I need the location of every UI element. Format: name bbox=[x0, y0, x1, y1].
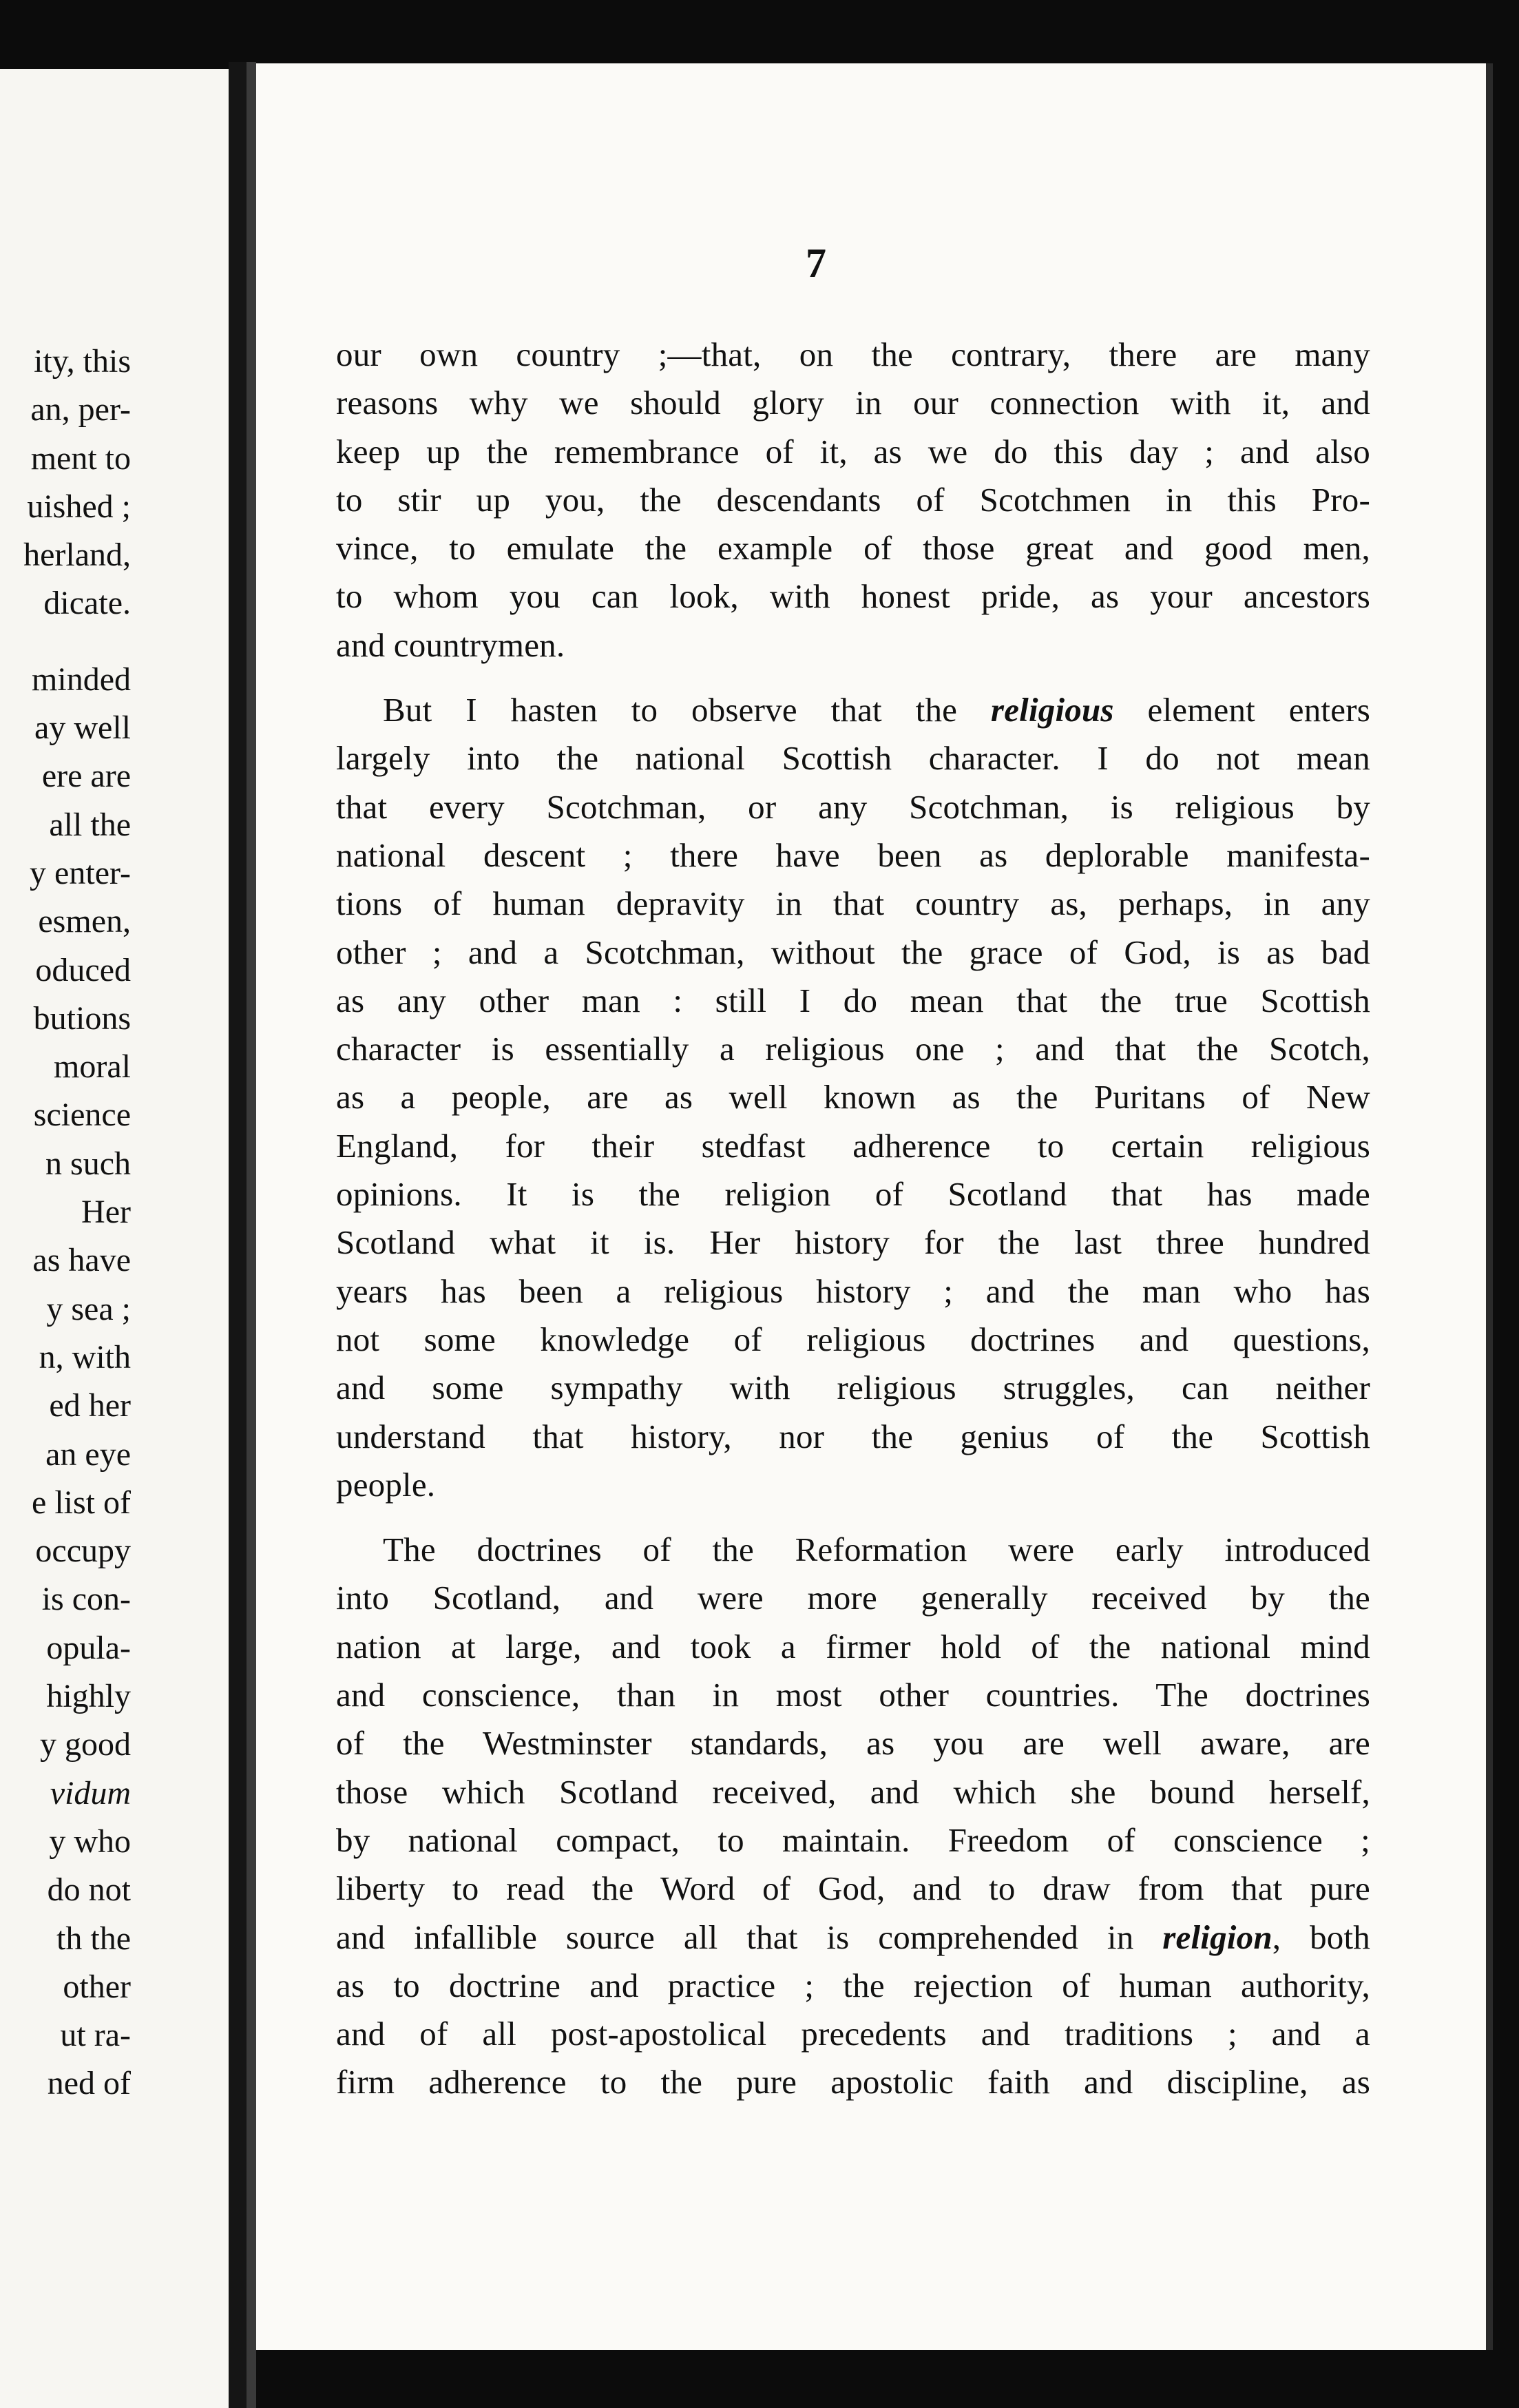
text-line: firm adherence to the pure apostolic faith and discipline, as bbox=[336, 2063, 1370, 2101]
page-edge bbox=[1486, 63, 1493, 2350]
previous-page-line: ut ra- bbox=[60, 2017, 131, 2054]
previous-page-line: moral bbox=[54, 1048, 131, 1086]
previous-page-line: occupy bbox=[35, 1533, 131, 1570]
body-text bbox=[336, 331, 1370, 2124]
previous-page-line: do not bbox=[47, 1871, 131, 1909]
previous-page-line: n such bbox=[45, 1145, 131, 1182]
text-line: to stir up you, the descendants of Scotchmen in this Pro- bbox=[336, 480, 1370, 519]
previous-page-line: vidum bbox=[50, 1774, 131, 1812]
previous-page-line: ed her bbox=[49, 1387, 131, 1424]
text-line: as to doctrine and practice ; the rejection of human authority, bbox=[336, 1966, 1370, 2004]
text-line: nation at large, and took a firmer hold of the national mind bbox=[336, 1627, 1370, 1665]
text-line: of the Westminster standards, as you are well aware, are bbox=[336, 1724, 1370, 1763]
text-line: character is essentially a religious one ; and that the Scotch, bbox=[336, 1030, 1370, 1068]
text-line: years has been a religious history ; and the man who has bbox=[336, 1272, 1370, 1310]
book-gutter bbox=[247, 62, 256, 2408]
text-line: England, for their stedfast adherence to certain religious bbox=[336, 1126, 1370, 1165]
previous-page-line: as have bbox=[32, 1242, 131, 1279]
text-line: The doctrines of the Reformation were early introduced bbox=[383, 1530, 1370, 1569]
text-line: and some sympathy with religious struggles, can neither bbox=[336, 1369, 1370, 1407]
text-line: largely into the national Scottish character. I do not mean bbox=[336, 739, 1370, 778]
page-number: 7 bbox=[806, 240, 826, 286]
text-line: our own country ;—that, on the contrary, there are many bbox=[336, 335, 1370, 373]
text-line: understand that history, nor the genius of the Scottish bbox=[336, 1417, 1370, 1455]
text-line: as a people, are as well known as the Puritans of New bbox=[336, 1078, 1370, 1117]
previous-page-line: ned of bbox=[47, 2065, 131, 2102]
previous-page-fragment bbox=[0, 69, 229, 2408]
text-line: keep up the remembrance of it, as we do this day ; and also bbox=[336, 432, 1370, 470]
text-line: as any other man : still I do mean that the true Scottish bbox=[336, 981, 1370, 1019]
text-line: other ; and a Scotchman, without the grace of God, is as bad bbox=[336, 933, 1370, 971]
text-line: that every Scotchman, or any Scotchman, is religious by bbox=[336, 787, 1370, 826]
previous-page-line: uished ; bbox=[27, 488, 131, 525]
previous-page-line: y who bbox=[49, 1823, 131, 1860]
previous-page-line: Her bbox=[81, 1194, 131, 1231]
previous-page-line: an, per- bbox=[30, 391, 131, 428]
previous-page-line: ere are bbox=[41, 758, 131, 795]
text-line: to whom you can look, with honest pride, as your ancestors bbox=[336, 577, 1370, 616]
previous-page-line: n, with bbox=[39, 1338, 131, 1376]
previous-page-line: opula- bbox=[46, 1629, 131, 1666]
previous-page-line: oduced bbox=[35, 951, 131, 988]
previous-page-line: all the bbox=[49, 806, 131, 843]
text-line: not some knowledge of religious doctrines and questions, bbox=[336, 1320, 1370, 1358]
previous-page-line: science bbox=[33, 1097, 131, 1134]
previous-page-line: ity, this bbox=[34, 343, 131, 380]
previous-page-text bbox=[0, 338, 131, 2108]
previous-page-line: y enter- bbox=[30, 854, 131, 891]
text-line: by national compact, to maintain. Freedom of conscience ; bbox=[336, 1820, 1370, 1859]
previous-page-line: ment to bbox=[30, 439, 131, 477]
previous-page-line: is con- bbox=[41, 1581, 131, 1618]
text-line: and countrymen. bbox=[336, 625, 565, 664]
text-line: But I hasten to observe that the religious element enters bbox=[383, 691, 1370, 729]
previous-page-line: y good bbox=[40, 1726, 131, 1763]
text-line: Scotland what it is. Her history for the last three hundred bbox=[336, 1223, 1370, 1262]
text-line: tions of human depravity in that country as, perhaps, in any bbox=[336, 884, 1370, 923]
previous-page-line: th the bbox=[56, 1920, 131, 1957]
previous-page-line: esmen, bbox=[38, 903, 131, 940]
paragraph bbox=[336, 331, 1370, 670]
text-line: those which Scotland received, and which she bound herself, bbox=[336, 1772, 1370, 1811]
paragraph bbox=[336, 1526, 1370, 2107]
previous-page-line: e list of bbox=[32, 1484, 131, 1521]
previous-page-line: y sea ; bbox=[46, 1290, 131, 1327]
text-line: and of all post-apostolical precedents and traditions ; and a bbox=[336, 2015, 1370, 2053]
previous-page-line: an eye bbox=[45, 1435, 131, 1473]
previous-page-line: highly bbox=[46, 1678, 131, 1715]
text-line: into Scotland, and were more generally received by the bbox=[336, 1579, 1370, 1617]
text-line: national descent ; there have been as deplorable manifesta- bbox=[336, 835, 1370, 874]
paragraph bbox=[336, 686, 1370, 1509]
previous-page-line: butions bbox=[33, 999, 131, 1037]
text-line: liberty to read the Word of God, and to draw from that pure bbox=[336, 1869, 1370, 1908]
previous-page-line: minded bbox=[32, 661, 131, 698]
text-line: opinions. It is the religion of Scotland that has made bbox=[336, 1175, 1370, 1214]
previous-page-line: dicate. bbox=[43, 585, 131, 622]
previous-page-line: other bbox=[63, 1968, 131, 2005]
text-line: people. bbox=[336, 1465, 436, 1504]
text-line: reasons why we should glory in our connection with it, and bbox=[336, 384, 1370, 422]
text-line: vince, to emulate the example of those great and good men, bbox=[336, 529, 1370, 568]
book-spine bbox=[229, 62, 247, 2408]
previous-page-line: herland, bbox=[23, 537, 131, 574]
text-line: and conscience, than in most other countries. The doctrines bbox=[336, 1676, 1370, 1714]
previous-page-line: ay well bbox=[34, 709, 131, 747]
text-line: and infallible source all that is comprehended in religion, both bbox=[336, 1918, 1370, 1956]
